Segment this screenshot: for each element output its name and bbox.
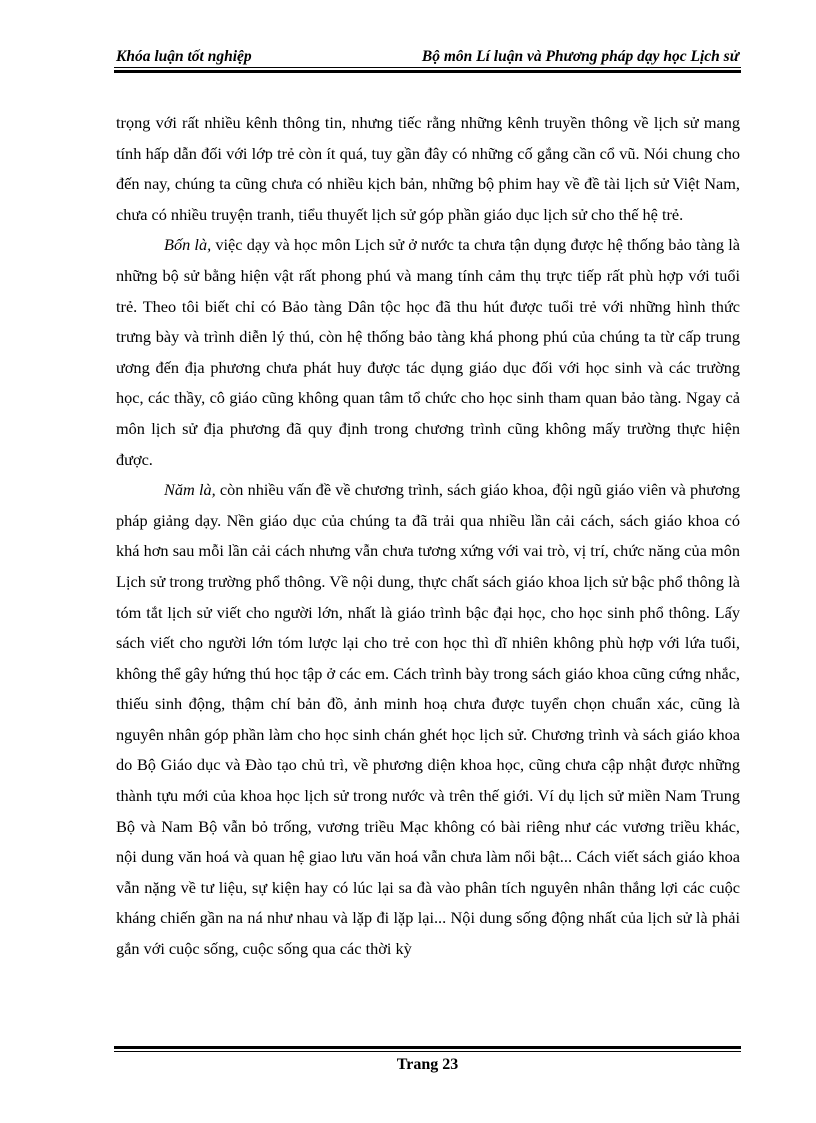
page-header — [114, 44, 741, 66]
paragraph-3 — [116, 475, 740, 965]
footer-rule-thick — [114, 1046, 741, 1049]
header-thesis-label: Khóa luận tốt nghiệp — [116, 48, 252, 65]
paragraph-1: trọng với rất nhiều kênh thông tin, nhưng tiếc rằng những kênh truyền thông về lịch sử mang tính hấp dẫn đối với lớp trẻ còn ít quá, tuy gần đây có những cố gắng cần cổ vũ. Nói chung cho đến nay, chúng ta cũng chưa có nhiều kịch bản, những bộ phim hay về đề tài lịch sử Việt Nam, chưa có nhiều truyện tranh, tiểu thuyết lịch sử góp phần giáo dục lịch sử cho thế hệ trẻ. — [116, 113, 740, 224]
paragraph-3-lead: Năm là, — [164, 480, 216, 500]
header-rule-thick — [114, 70, 741, 73]
footer-rule-thin — [114, 1051, 741, 1052]
paragraph-2 — [116, 230, 740, 475]
header-department-label: Bộ môn Lí luận và Phương pháp dạy học Lịch sử — [421, 48, 739, 65]
page-body — [116, 108, 740, 965]
page-number: Trang 23 — [396, 1056, 459, 1073]
paragraph-3-text: còn nhiều vấn đề về chương trình, sách giáo khoa, đội ngũ giáo viên và phương pháp giảng dạy. Nền giáo dục của chúng ta đã trải qua nhiều lần cải cách, sách giáo khoa có khá hơn sau mỗi lần cải cách nhưng vẫn chưa tương xứng với vai trò, vị trí, chức năng của môn Lịch sử trong trường phổ thông. Về nội dung, thực chất sách giáo khoa lịch sử bậc phổ thông là tóm tắt lịch sử viết cho người lớn, nhất là giáo trình bậc đại học, cho học sinh phổ thông. Lấy sách viết cho người lớn tóm lược lại cho trẻ con học thì dĩ nhiên không phù hợp với lứa tuổi, không thể gây hứng thú học tập ở các em. Cách trình bày trong sách giáo khoa cũng cứng nhắc, thiếu sinh động, thậm chí bản đồ, ảnh minh hoạ chưa được tuyển chọn chuẩn xác, cũng là nguyên nhân góp phần làm cho học sinh chán ghét học lịch sử. Chương trình và sách giáo khoa do Bộ Giáo dục và Đào tạo chủ trì, về phương diện khoa học, cũng chưa cập nhật được những thành tựu mới của khoa học lịch sử trong nước và trên thế giới. Ví dụ lịch sử miền Nam Trung Bộ và Nam Bộ vẫn bỏ trống, vương triều Mạc không có bài riêng như các vương triều khác, nội dung văn hoá và quan hệ giao lưu văn hoá vẫn chưa làm nổi bật... Cách viết sách giáo khoa vẫn nặng về tư liệu, sự kiện hay có lúc lại sa đà vào phân tích nguyên nhân thắng lợi các cuộc kháng chiến gần na ná như nhau và lặp đi lặp lại... Nội dung sống động nhất của lịch sử là phải gắn với cuộc sống, cuộc sống qua các thời kỳ — [116, 480, 740, 959]
paragraph-2-lead: Bốn là, — [164, 235, 212, 255]
paragraph-2-text: việc dạy và học môn Lịch sử ở nước ta chưa tận dụng được hệ thống bảo tàng là những bộ sử bằng hiện vật rất phong phú và mang tính cảm thụ trực tiếp rất phù hợp với tuổi trẻ. Theo tôi biết chỉ có Bảo tàng Dân tộc học đã thu hút được tuổi trẻ với những hình thức trưng bày và trình diễn lý thú, còn hệ thống bảo tàng khá phong phú của chúng ta từ cấp trung ương đến địa phương chưa phát huy được tác dụng giáo dục đối với học sinh và các trường học, các thầy, cô giáo cũng không quan tâm tổ chức cho học sinh tham quan bảo tàng. Ngay cả môn lịch sử địa phương đã quy định trong chương trình cũng không mấy trường thực hiện được. — [116, 235, 741, 469]
header-rule-thin — [114, 67, 741, 68]
